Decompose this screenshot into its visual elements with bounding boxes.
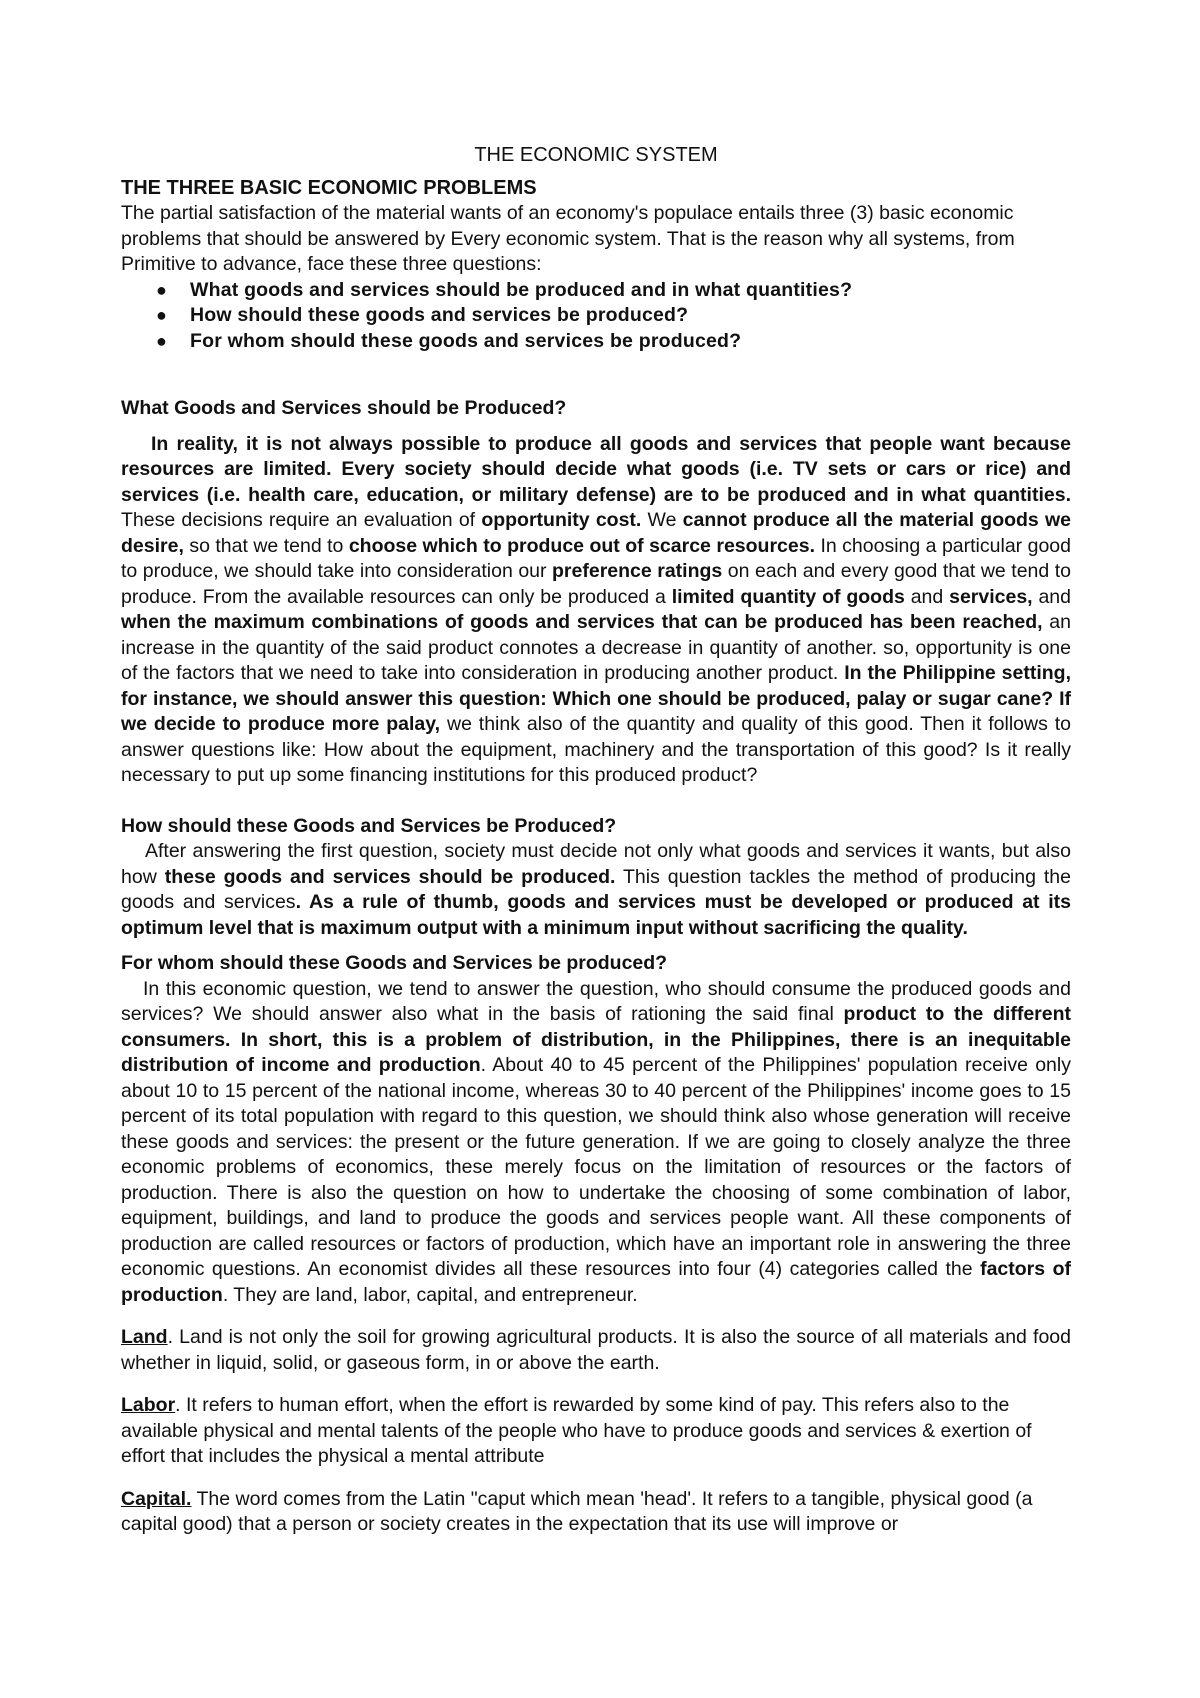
intro-paragraph: The partial satisfaction of the material wants of an economy's populace entails three (3) basic economic problems that should be answered by Every economic system. That is the reason why all systems, from Primitive to advance, face these three questions: [121, 202, 1015, 275]
text-segment: In reality, it is not always possible to produce all goods and services that people want because resources are limited. Every society should decide what goods (i.e. TV sets or cars or rice) and services (i.e. health care, education, or military defense) are to be produced and in what quantities. [121, 432, 1071, 506]
paragraph-for-whom [121, 977, 1071, 1309]
section-title-problems: THE THREE BASIC ECONOMIC PROBLEMS [121, 176, 537, 199]
list-item [121, 303, 1071, 329]
text-segment: an increase in the quantity of the said product connotes a decrease in quantity of another. so, opportunity is one of the factors that we need to take into consideration in producing another product. [121, 611, 1071, 684]
bullet-icon: ● [156, 279, 168, 300]
question-list [121, 278, 1071, 355]
list-item [121, 278, 1071, 304]
text-segment: opportunity cost. [481, 509, 642, 531]
text-segment: In this economic question, we tend to answer the question, who should consume the produced goods and services? We should answer also what in the basis of rationing the said final [121, 977, 1071, 1025]
heading-what-goods: What Goods and Services should be Produced? [121, 397, 567, 419]
text-segment: limited quantity of goods [671, 585, 905, 608]
bullet-text-3: For whom should these goods and services be produced? [190, 329, 742, 352]
term-labor: Labor [121, 1394, 176, 1416]
bullet-icon: ● [156, 305, 168, 325]
text-segment: and [904, 585, 950, 608]
text-segment: . It refers to human effort, when the effort is rewarded by some kind of pay. This refers also to the available physical and mental talents of the people who have to produce goods and services & exertion of effort that includes the physical a mental attribute [121, 1394, 1032, 1467]
text-segment: these goods and services should be produced. [164, 865, 616, 888]
paragraph-what-goods [121, 432, 1071, 789]
text-segment: . Land is not only the soil for growing agricultural products. It is also the source of all materials and food whether in liquid, solid, or gaseous form, in or above the earth. [121, 1326, 1071, 1374]
text-segment: factors of production [121, 1258, 1071, 1306]
bullet-text-1: What goods and services should be produced and in what quantities? [190, 278, 853, 301]
heading-how-produced: How should these Goods and Services be Produced? [121, 814, 617, 837]
text-segment: product to the different consumers. In short, this is a problem of distribution, in the Philippines, there is an inequitable distribution of income and production [121, 1003, 1071, 1076]
text-segment: We [641, 509, 683, 531]
text-segment: services, [949, 585, 1033, 608]
bullet-icon: ● [156, 330, 168, 351]
text-segment: This question tackles the method of producing the goods and services [121, 865, 1071, 913]
text-segment: . They are land, labor, capital, and entrepreneur. [222, 1283, 638, 1306]
document-page [121, 143, 1071, 1538]
heading-for-whom: For whom should these Goods and Services be produced? [121, 952, 668, 974]
text-segment: In choosing a particular good to produce, we should take into consideration our [121, 534, 1071, 582]
text-segment: when the maximum combinations of goods and services that can be produced has been reached, [121, 611, 1043, 633]
paragraph-how-produced [121, 839, 1071, 941]
text-segment: preference ratings [552, 560, 723, 582]
list-item [121, 329, 1071, 355]
text-segment: . As a rule of thumb, goods and services must be developed or produced at its optimum level that is maximum output with a minimum input without sacrificing the quality. [121, 891, 1071, 939]
term-land: Land [121, 1326, 168, 1348]
text-segment: These decisions require an evaluation of [121, 509, 482, 531]
term-capital: Capital. [121, 1487, 192, 1510]
text-segment: After answering the first question, society must decide not only what goods and services it wants, but also how [121, 840, 1071, 888]
text-segment: In the Philippine setting, for instance, we should answer this question: Which one should be produced, palay or sugar cane? If we decide to produce more palay, [121, 662, 1071, 735]
text-segment: we think also of the quantity and quality of this good. Then it follows to answer questions like: How about the equipment, machinery and the transportation of this good? Is it really necessary to put up some financing institutions for this produced product? [121, 713, 1072, 786]
text-segment: . About 40 to 45 percent of the Philippines' population receive only about 10 to 15 percent of the national income, whereas 30 to 40 percent of the Philippines' income goes to 15 percent of its total population with regard to this question, we should think also whose generation will receive these goods and services: the present or the future generation. If we are going to closely analyze the three economic problems of economics, these merely focus on the limitation of resources or the factors of production. There is also the question on how to undertake the choosing of some combination of labor, equipment, buildings, and land to produce the goods and services people want. All these components of production are called resources or factors of production, which have an important role in answering the three economic questions. An economist divides all these resources into four (4) categories called the [121, 1054, 1071, 1280]
text-segment: so that we tend to [183, 534, 349, 557]
bullet-text-2: How should these goods and services be produced? [190, 304, 689, 326]
text-segment: on each and every good that we tend to produce. From the available resources can only be produced a [121, 560, 1071, 608]
document-title: THE ECONOMIC SYSTEM [474, 144, 718, 166]
paragraph-land [121, 1325, 1071, 1376]
paragraph-labor [121, 1393, 1071, 1470]
text-segment: and [1032, 585, 1071, 608]
text-segment: cannot produce all the material goods we desire, [121, 509, 1071, 557]
text-segment: The word comes from the Latin "caput which mean 'head'. It refers to a tangible, physical good (a capital good) that a person or society creates in the expectation that its use will improve or [121, 1487, 1033, 1535]
text-segment: choose which to produce out of scarce resources. [348, 534, 815, 557]
paragraph-capital [121, 1487, 1071, 1538]
